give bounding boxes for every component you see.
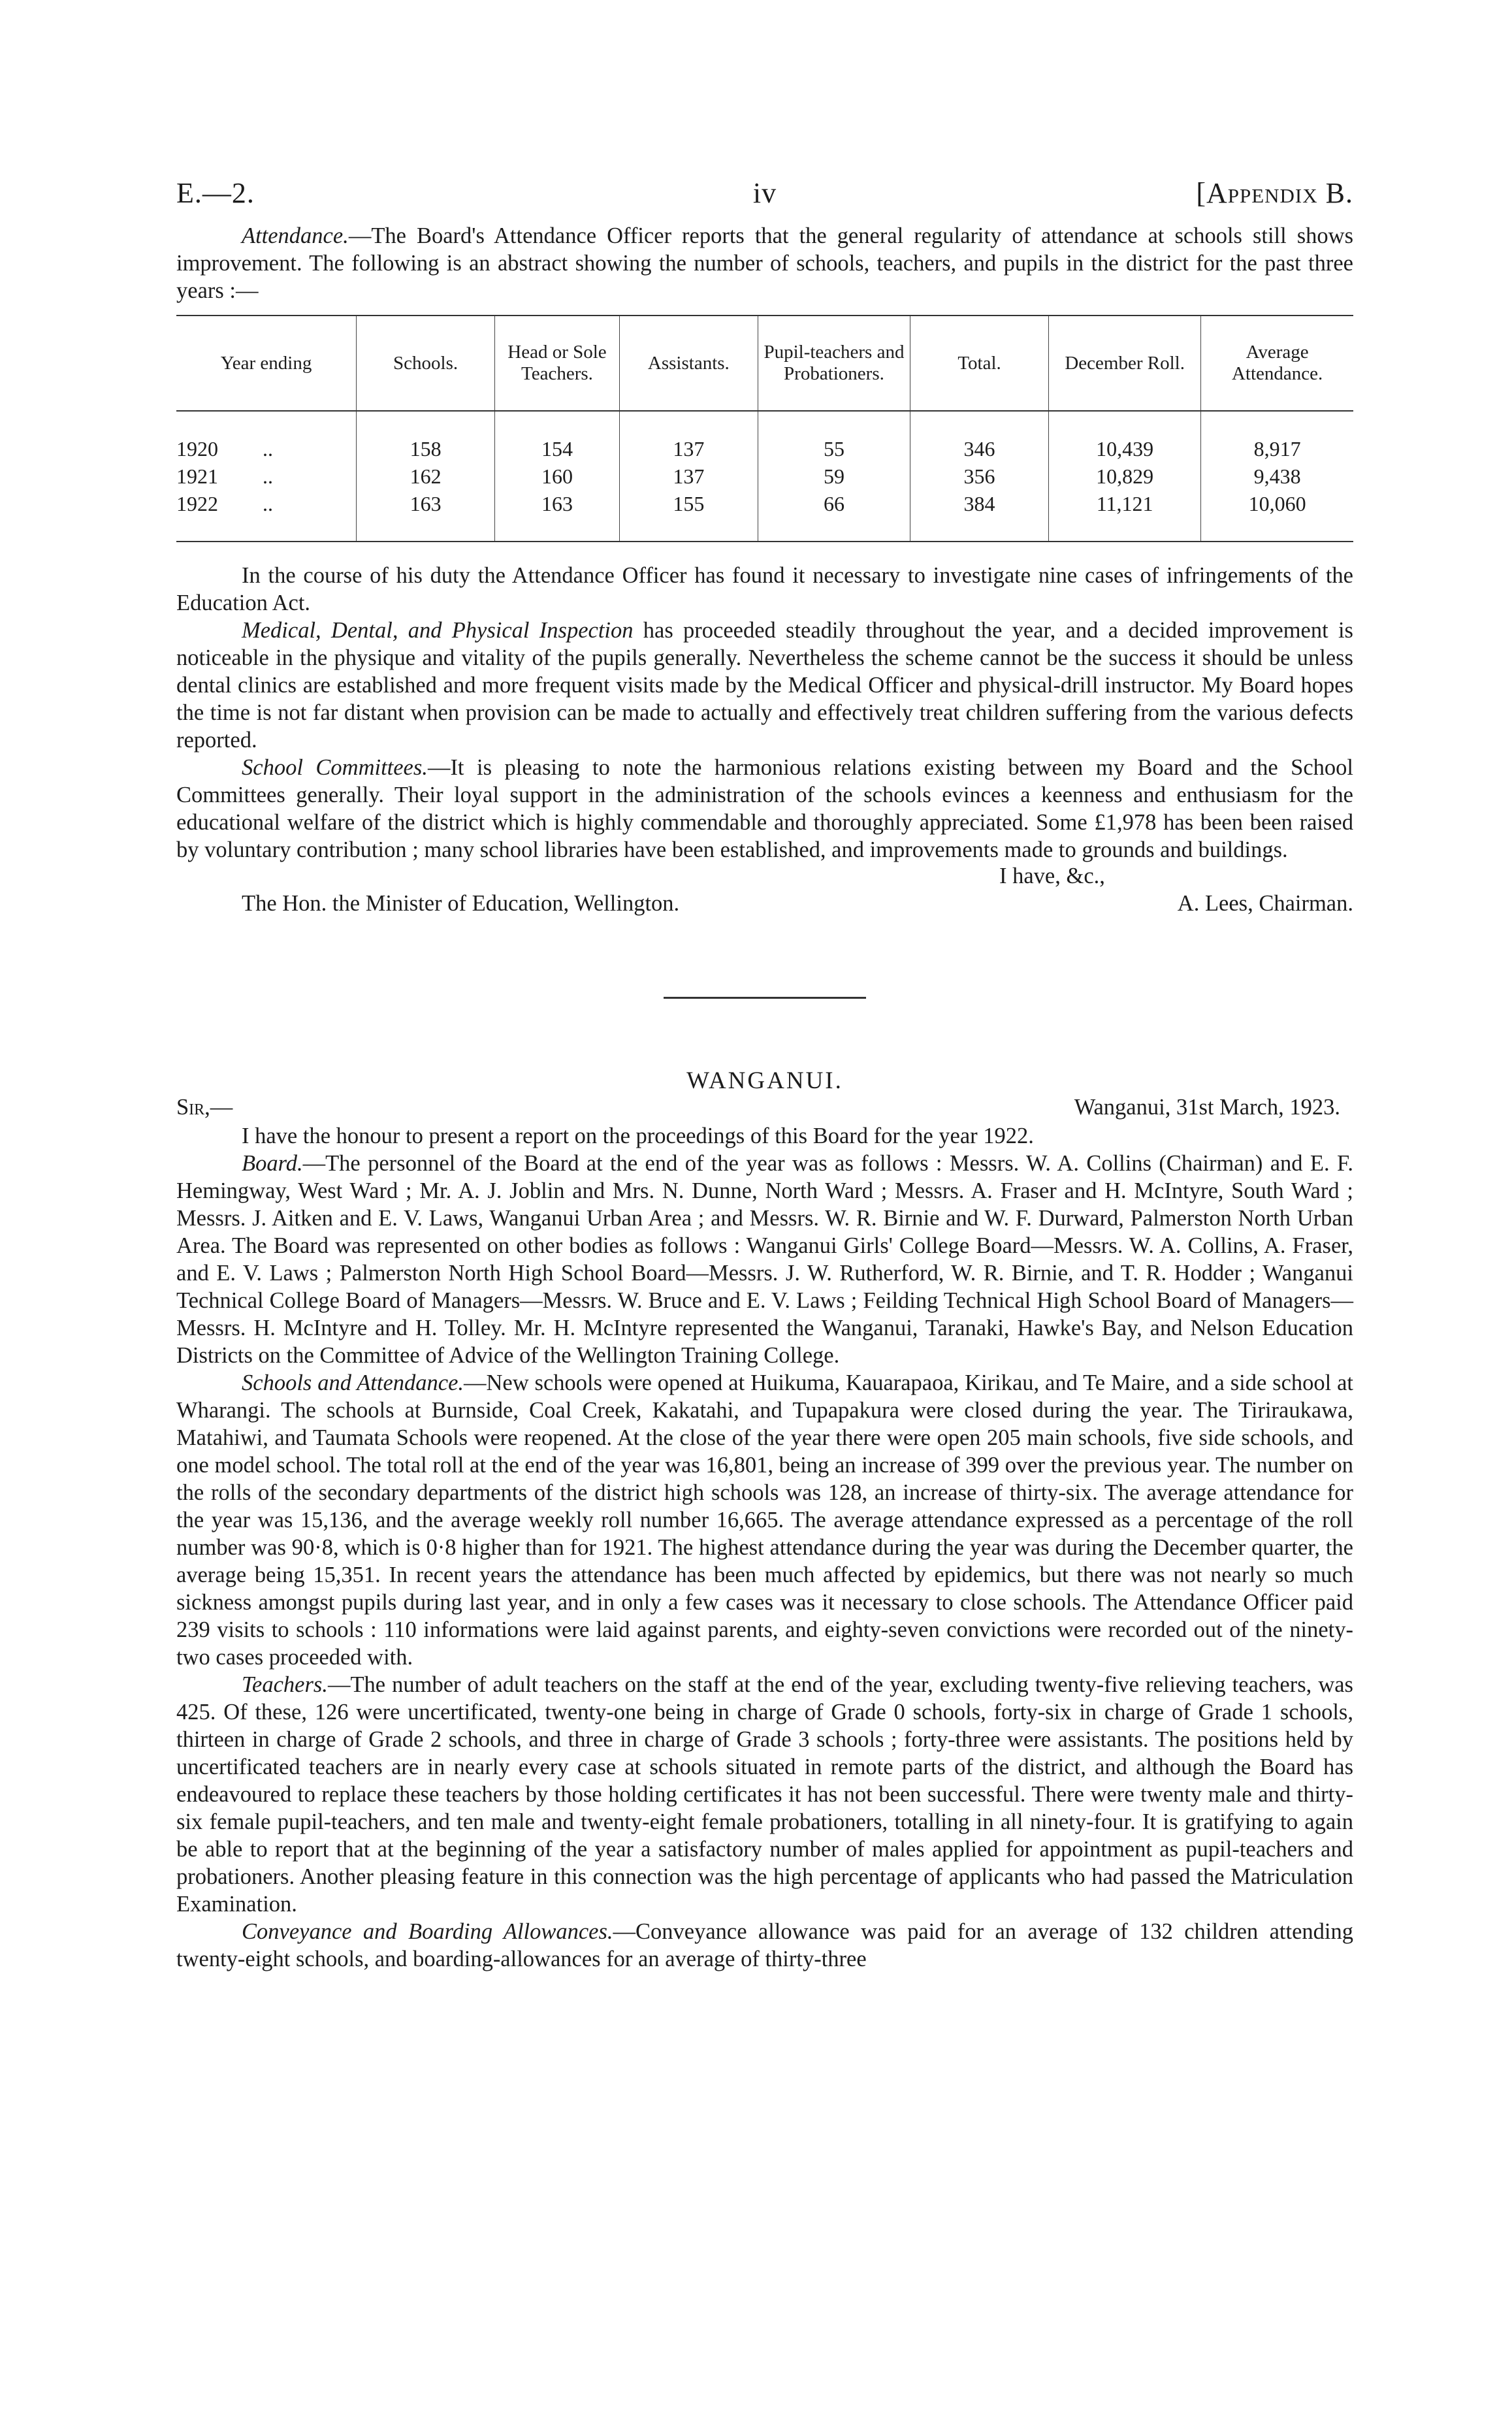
teachers-paragraph <box>176 1671 1353 1918</box>
signoff-block <box>176 864 1353 918</box>
paragraph-text: —Conveyance allowance was paid for an average of 132 children attending twenty-eight schools, and boarding-allowances for an average of thirty-three <box>176 1919 1353 1971</box>
table-cell: 10,829 <box>1049 462 1201 490</box>
table-cell: 154 <box>495 411 620 462</box>
table-cell: 55 <box>758 411 910 462</box>
paragraph-text: —The personnel of the Board at the end of the year was as follows : Messrs. W. A. Collins (Chairman) and E. F. Hemingway, West Ward ; Mr. A. J. Joblin and Mrs. N. Dunne, North Ward ; Messrs. A. Fraser and H. McIntyre, South Ward ; Messrs. J. Aitken and E. V. Laws, Wanganui Urban Area ; and Messrs. W. R. Birnie and W. F. Durward, Palmerston North Urban Area. The Board was represented on other bodies as follows : Wanganui Girls' College Board—Messrs. W. A. Collins, A. Fraser, and E. V. Laws ; Palmerston North High School Board—Messrs. J. W. Rutherford, W. R. Birnie, and T. R. Hodder ; Wanganui Technical College Board of Managers—Messrs. W. Bruce and E. V. Laws ; Feilding Technical High School Board of Managers—Messrs. H. McIntyre and H. Tolley. Mr. H. McIntyre represented the Wanganui, Taranaki, Hawke's Bay, and Nelson Education Districts on the Committee of Advice of the Wellington Training College. <box>176 1151 1353 1368</box>
signoff-signature: A. Lees, Chairman. <box>1177 891 1353 916</box>
table-cell: 9,438 <box>1201 462 1353 490</box>
year-cell: 1921 .. <box>176 464 273 488</box>
table-cell: 356 <box>910 462 1049 490</box>
attendance-paragraph <box>176 222 1353 304</box>
intro-paragraph: I have the honour to present a report on the proceedings of this Board for the year 1922. <box>242 1124 1034 1148</box>
table-cell: 155 <box>619 490 758 542</box>
paragraph-lead: Schools and Attendance. <box>242 1370 464 1395</box>
paragraph-text: —New schools were opened at Huikuma, Kauarapaoa, Kirikau, and Te Maire, and a side school at Wharangi. The schools at Burnside, Coal Creek, Kakatahi, and Tupapakura were closed during the year. The Tiriraukawa, Matahiwi, and Taumata Schools were reopened. At the close of the year there were open 205 main schools, five side schools, and one model school. The total roll at the end of the year was 16,801, being an increase of 399 over the previous year. The number on the rolls of the secondary departments of the district high schools was 128, an increase of thirty-six. The average attendance for the year was 15,136, and the average weekly roll number 16,665. The average attendance expressed as a percentage of the roll number was 90·8, which is 0·8 higher than for 1921. The highest attendance during the year was during the December quarter, the average being 15,351. In recent years the attendance has been much affected by epidemics, but there was not nearly so much sickness amongst pupils during last year, and in only a few cases was it necessary to close schools. The Attendance Officer paid 239 visits to schools : 110 informations were laid against parents, and eighty-seven convictions were recorded out of the ninety-two cases proceeded with. <box>176 1370 1353 1670</box>
table-cell: 137 <box>619 411 758 462</box>
signoff-have: I have, &c., <box>999 864 1105 888</box>
table-row <box>176 411 1353 462</box>
infringements-paragraph: In the course of his duty the Attendance Officer has found it necessary to investigate nine cases of infringements of the Education Act. <box>176 563 1353 615</box>
table-cell: 8,917 <box>1201 411 1353 462</box>
signoff-addressee: The Hon. the Minister of Education, Wellington. <box>242 891 680 916</box>
paragraph-text: —It is pleasing to note the harmonious relations existing between my Board and the School Committees generally. Their loyal support in the administration of the schools evinces a keenness and enthusiasm for the educational welfare of the district which is highly commendable and thoroughly appreciated. Some £1,978 has been been raised by voluntary contribution ; many school libraries have been established, and improvements made to grounds and buildings. <box>176 755 1354 862</box>
column-header: Head or Sole Teachers. <box>495 316 620 411</box>
year-cell: 1922 .. <box>176 490 357 542</box>
table-cell: 10,439 <box>1049 411 1201 462</box>
column-header: Schools. <box>357 316 495 411</box>
table-row <box>176 462 1353 490</box>
running-head <box>176 163 1353 222</box>
column-header: Average Attendance. <box>1201 316 1353 411</box>
paragraph-lead: Teachers. <box>242 1672 328 1697</box>
paragraph-text: —The Board's Attendance Officer reports that the general regularity of attendance at schools still shows improvement. The following is an abstract showing the number of schools, teachers, and pupils in the district for the past three years :— <box>176 223 1353 303</box>
section-title: WANGANUI. <box>686 1067 843 1094</box>
table-cell: 163 <box>495 490 620 542</box>
paragraph-lead: Conveyance and Boarding Allowances. <box>242 1919 613 1944</box>
paragraph-lead: Attendance. <box>242 223 349 248</box>
column-header: Total. <box>910 316 1049 411</box>
table-cell: 160 <box>495 462 620 490</box>
column-header: Assistants. <box>619 316 758 411</box>
table-cell: 163 <box>357 490 495 542</box>
document-page <box>176 163 1353 1973</box>
table-cell: 10,060 <box>1201 490 1353 542</box>
table-cell: 59 <box>758 462 910 490</box>
paragraph-lead: School Committees. <box>242 755 428 780</box>
table-cell: 11,121 <box>1049 490 1201 542</box>
document-reference: E.—2. <box>176 177 255 209</box>
paragraph-text: —The number of adult teachers on the staff at the end of the year, excluding twenty-five relieving teachers, was 425. Of these, 126 were uncertificated, twenty-one being in charge of Grade 0 schools, forty-six in charge of Grade 1 schools, thirteen in charge of Grade 2 schools, and three in charge of Grade 3 schools ; forty-three were assistants. The positions held by uncertificated teachers are in nearly every case at schools situated in remote parts of the district, and although the Board has endeavoured to replace these teachers by those holding certificates it has not been successful. There were twenty male and thirty-six female pupil-teachers, and ten male and twenty-eight female probationers, totalling in all ninety-four. It is gratifying to again be able to report that at the beginning of the year a satisfactory number of males applied for appointment as pupil-teachers and probationers. Another pleasing feature in this connection was the high percentage of applicants who had passed the Matriculation Examination. <box>176 1672 1353 1917</box>
column-header: December Roll. <box>1049 316 1201 411</box>
paragraph-lead: Board. <box>242 1151 303 1176</box>
table-cell: 384 <box>910 490 1049 542</box>
year-cell: 1920 .. <box>176 437 273 461</box>
table-row <box>176 490 1353 542</box>
salutation-row <box>176 1095 1353 1122</box>
medical-paragraph <box>176 617 1353 754</box>
board-paragraph <box>176 1150 1353 1369</box>
dateline: Wanganui, 31st March, 1923. <box>1074 1095 1340 1120</box>
paragraph-text: has proceeded steadily throughout the year, and a decided improvement is noticeable in the physique and vitality of the pupils generally. Nevertheless the scheme cannot be the success it should be unless dental clinics are established and more frequent visits made by the Medical Officer and physical-drill instructor. My Board hopes the time is not far distant when provision can be made to actually and effectively treat children suffering from the various defects reported. <box>176 618 1353 753</box>
salutation: Sir,— <box>176 1095 233 1120</box>
conveyance-paragraph <box>176 1918 1353 1973</box>
schools-attendance-paragraph <box>176 1369 1353 1671</box>
table-cell: 162 <box>357 462 495 490</box>
table-cell: 346 <box>910 411 1049 462</box>
section-divider <box>664 997 866 999</box>
committees-paragraph <box>176 754 1353 864</box>
appendix-label: [Appendix B. <box>1196 177 1353 209</box>
table-cell: 137 <box>619 462 758 490</box>
table-header-row <box>176 316 1353 411</box>
attendance-table <box>176 315 1353 542</box>
table-cell: 158 <box>357 411 495 462</box>
paragraph-lead: Medical, Dental, and Physical Inspection <box>242 618 634 643</box>
table-cell: 66 <box>758 490 910 542</box>
page-number: iv <box>752 177 777 209</box>
column-header: Pupil-teachers and Probationers. <box>758 316 910 411</box>
column-header: Year ending <box>176 316 357 411</box>
